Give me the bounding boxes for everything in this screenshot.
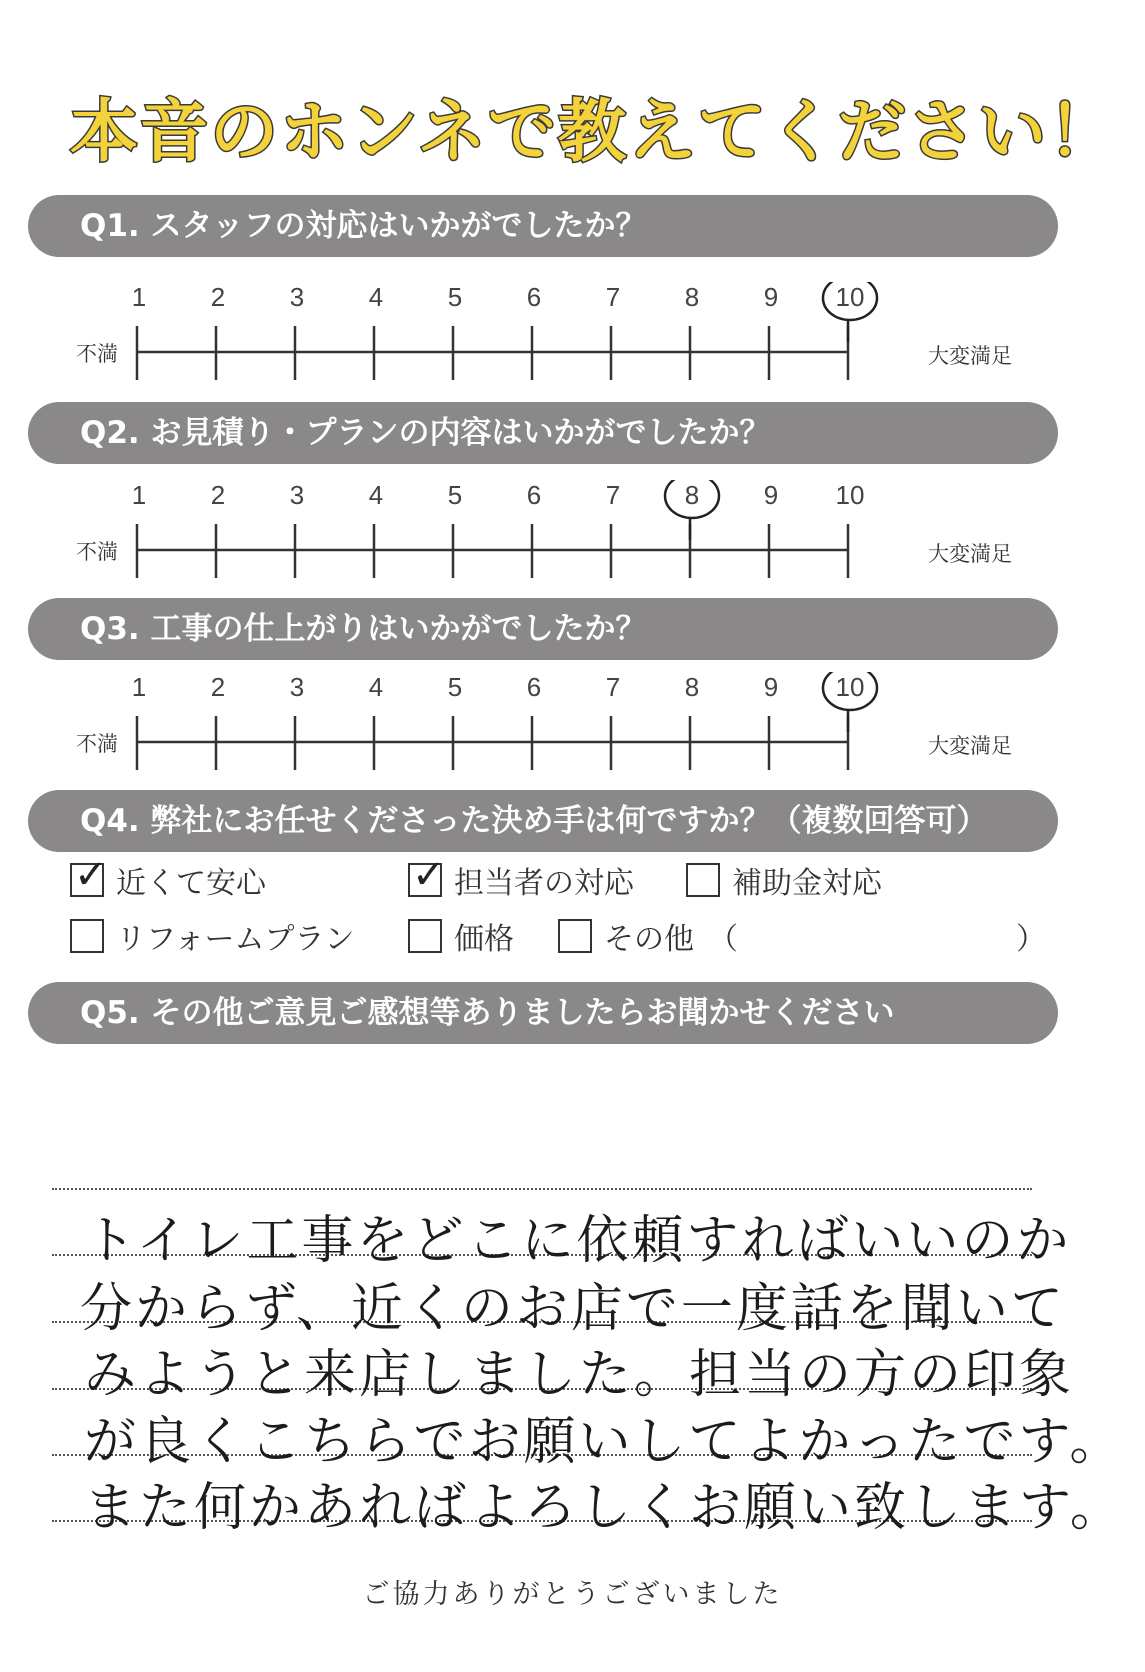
- q1-header: Q1. スタッフの対応はいかがでしたか？: [28, 195, 1058, 257]
- q1-scale-number-7: 7: [605, 282, 621, 312]
- q1-scale-number-10: 10: [835, 282, 865, 312]
- checkbox-other[interactable]: [558, 919, 592, 953]
- q2-scale-number-4: 4: [368, 480, 384, 510]
- q2-scale-number-7: 7: [605, 480, 621, 510]
- q2-scale-number-2: 2: [210, 480, 226, 510]
- q3-scale-number-2: 2: [210, 672, 226, 702]
- option-label: その他: [604, 922, 694, 957]
- q3-scale-number-7: 7: [605, 672, 621, 702]
- answer-rule: [52, 1188, 1032, 1190]
- q2-scale-right-label: 大変満足: [928, 542, 1012, 566]
- checkbox-staff-response[interactable]: [408, 852, 446, 898]
- q3-scale-number-3: 3: [289, 672, 305, 702]
- option-staff-response[interactable]: [408, 852, 634, 902]
- answer-line-1: トイレ工事をどこに依頼すればいいのか: [84, 1211, 1072, 1271]
- checkbox-reform-plan[interactable]: [70, 919, 104, 953]
- option-label: 近くて安心: [116, 866, 266, 901]
- q3-scale-number-1: 1: [131, 672, 147, 702]
- option-price[interactable]: [408, 914, 514, 958]
- answer-line-3: みようと来店しました。担当の方の印象: [84, 1345, 1075, 1405]
- q2-scale-number-9: 9: [763, 480, 779, 510]
- q2-scale-number-10: 10: [835, 480, 865, 510]
- option-subsidy[interactable]: [686, 858, 882, 902]
- q2-scale-number-5: 5: [447, 480, 463, 510]
- q3-scale-left-label: 不満: [76, 732, 118, 756]
- q2-scale-number-8: 8: [684, 480, 700, 510]
- option-label: リフォームプラン: [116, 922, 355, 957]
- q1-scale-number-6: 6: [526, 282, 542, 312]
- option-label: 補助金対応: [732, 866, 882, 901]
- q3-header: Q3. 工事の仕上がりはいかがでしたか？: [28, 598, 1058, 660]
- checkbox-subsidy[interactable]: [686, 863, 720, 897]
- footer-thanks: ご協力ありがとうございました: [362, 1579, 783, 1610]
- q3-scale-number-6: 6: [526, 672, 542, 702]
- check-mark-nearby: ✓: [74, 852, 108, 898]
- answer-line-5: また何かあればよろしくお願い致します。: [84, 1478, 1125, 1538]
- q2-scale-number-1: 1: [131, 480, 147, 510]
- q3-scale-number-8: 8: [684, 672, 700, 702]
- q2-scale-number-6: 6: [526, 480, 542, 510]
- q1-scale-number-1: 1: [131, 282, 147, 312]
- answer-line-4: が良くこちらでお願いしてよかったです。: [84, 1412, 1125, 1472]
- q1-scale-number-3: 3: [289, 282, 305, 312]
- q1-scale-number-9: 9: [763, 282, 779, 312]
- option-reform-plan[interactable]: [70, 914, 355, 958]
- q3-scale-number-5: 5: [447, 672, 463, 702]
- q3-scale-number-9: 9: [763, 672, 779, 702]
- q1-rating-scale: [0, 282, 1145, 402]
- q2-scale-left-label: 不満: [76, 540, 118, 564]
- q3-scale-right-label: 大変満足: [928, 734, 1012, 758]
- q2-rating-scale: [0, 480, 1145, 600]
- checkbox-nearby[interactable]: [70, 852, 108, 898]
- q2-header: Q2. お見積り・プランの内容はいかがでしたか？: [28, 402, 1058, 464]
- option-other[interactable]: [558, 914, 738, 958]
- q3-rating-scale: [0, 672, 1145, 792]
- check-mark-staff-response: ✓: [412, 852, 446, 898]
- q1-scale-number-5: 5: [447, 282, 463, 312]
- checkbox-price[interactable]: [408, 919, 442, 953]
- q3-scale-number-4: 4: [368, 672, 384, 702]
- answer-line-2: 分からず、近くのお店で一度話を聞いて: [80, 1279, 1066, 1339]
- q1-scale-number-2: 2: [210, 282, 226, 312]
- other-open-paren: （: [708, 922, 738, 957]
- q5-header: Q5. その他ご意見ご感想等ありましたらお聞かせください: [28, 982, 1058, 1044]
- q1-scale-left-label: 不満: [76, 342, 118, 366]
- q1-scale-number-4: 4: [368, 282, 384, 312]
- q1-scale-number-8: 8: [684, 282, 700, 312]
- option-nearby[interactable]: [70, 852, 266, 902]
- q1-scale-right-label: 大変満足: [928, 344, 1012, 368]
- q2-scale-number-3: 3: [289, 480, 305, 510]
- form-title: 本音のホンネで教えてください！: [70, 93, 1118, 172]
- q4-header: Q4. 弊社にお任せくださった決め手は何ですか？（複数回答可）: [28, 790, 1058, 852]
- option-label: 価格: [454, 922, 514, 957]
- option-label: 担当者の対応: [454, 866, 634, 901]
- other-close-paren: ）: [1016, 922, 1046, 957]
- q3-scale-number-10: 10: [835, 672, 865, 702]
